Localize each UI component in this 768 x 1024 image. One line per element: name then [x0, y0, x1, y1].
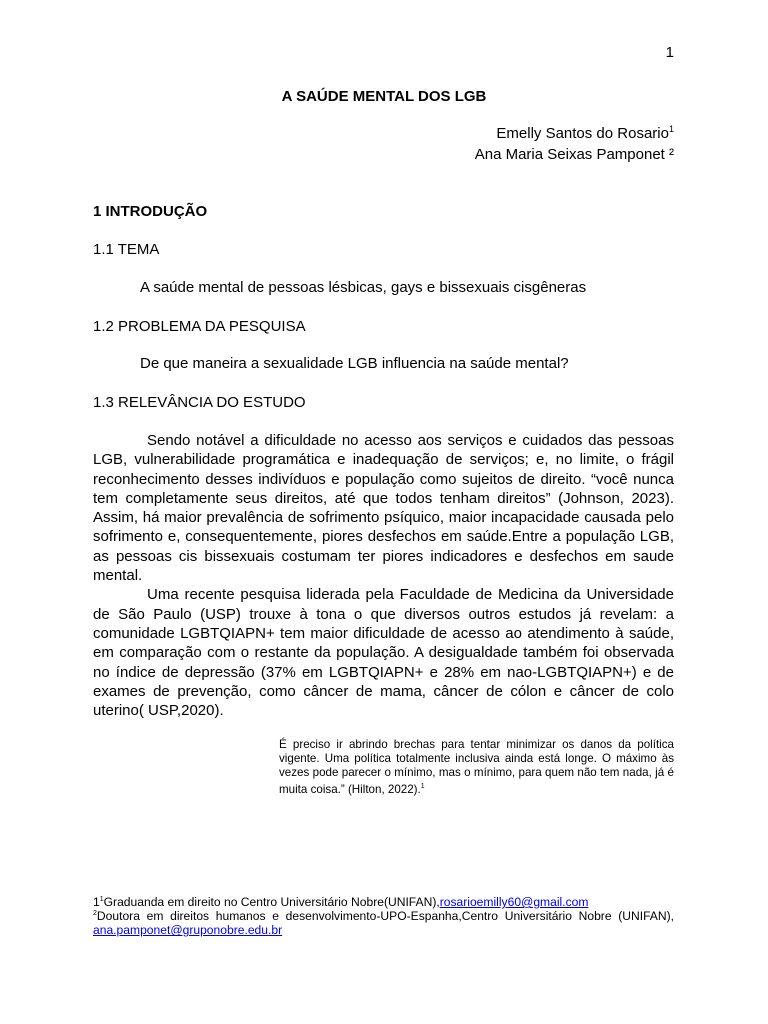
footnote-2-text: Doutora em direitos humanos e desenvolvimento-UPO-Espanha,Centro Universitário Nobre (UNIFAN),: [96, 909, 674, 924]
author-1: [496, 125, 674, 142]
footnote-1-text: Graduanda em direito no Centro Universitário Nobre(UNIFAN),: [103, 895, 440, 910]
quote-mark: 1: [420, 783, 425, 790]
footnote-2-mark: 2: [93, 910, 97, 917]
document-title: A SAÚDE MENTAL DOS LGB: [281, 88, 487, 105]
relevancia-paragraph-2: Uma recente pesquisa liderada pela Faculdade de Medicina da Universidade de São Paulo (USP) trouxe à tona o que diversos outros estudos já revelam: a comunidade LGBTQIAPN+ tem maior dificuldade de acesso ao atendimento à saúde, em comparação com o restante da população. A desigualdade também foi observada no índice de depressão (37% em LGBTQIAPN+ e 28% em nao-LGBTQIAPN+) e de exames de prevenção, como câncer de mama, câncer de cólon e câncer de colo uterino( USP,2020).: [93, 586, 674, 720]
author-1-mark: 1: [668, 124, 674, 134]
footnote-1-mark: 1: [99, 896, 104, 903]
footnote-1-prefix: 1: [93, 895, 100, 910]
relevancia-paragraph-1: Sendo notável a dificuldade no acesso aos serviços e cuidados das pessoas LGB, vulnerabilidade programática e inadequação de serviços; e, no limite, o frágil reconhecimento desses indivíduos e população como sujeitos de direito. “você nunca tem completamente seus direitos, até que todos tenham direitos” (Johnson, 2023). Assim, há maior prevalência de sofrimento psíquico, maior incapacidade causada pelo sofrimento e, consequentemente, piores desfechos em saúde.Entre a população LGB, as pessoas cis bissexuais costumam ter piores indicadores e desfechos em saude mental.: [93, 432, 674, 585]
subsection-heading-problema: 1.2 PROBLEMA DA PESQUISA: [93, 318, 306, 335]
page-number: 1: [665, 44, 674, 61]
tema-text: A saúde mental de pessoas lésbicas, gays e bissexuais cisgêneras: [140, 279, 587, 296]
author-1-name: Emelly Santos do Rosario: [496, 125, 669, 142]
author-2-name: Ana Maria Seixas Pamponet ²: [474, 146, 674, 163]
author-2: [475, 146, 674, 163]
footnote-2: [93, 907, 674, 937]
subsection-heading-relevancia: 1.3 RELEVÂNCIA DO ESTUDO: [93, 394, 306, 411]
subsection-heading-tema: 1.1 TEMA: [93, 241, 160, 258]
section-heading-introducao: 1 INTRODUÇÃO: [93, 203, 208, 220]
problema-text: De que maneira a sexualidade LGB influencia na saúde mental?: [140, 355, 569, 372]
footnote-1-email-link[interactable]: rosarioemilly60@gmail.com: [439, 895, 589, 910]
quote-text: É preciso ir abrindo brechas para tentar minimizar os danos da política vigente. Uma política totalmente inclusiva ainda está longe. O máximo às vezes pode parecer o mínimo, mas o mínimo, para quem não tem nada, já é muita coisa.” (Hilton, 2022).: [279, 738, 674, 796]
relevancia-body: [93, 431, 674, 720]
footnote-2-email-link[interactable]: ana.pamponet@gruponobre.edu.br: [93, 923, 283, 938]
block-quote: [279, 738, 674, 797]
